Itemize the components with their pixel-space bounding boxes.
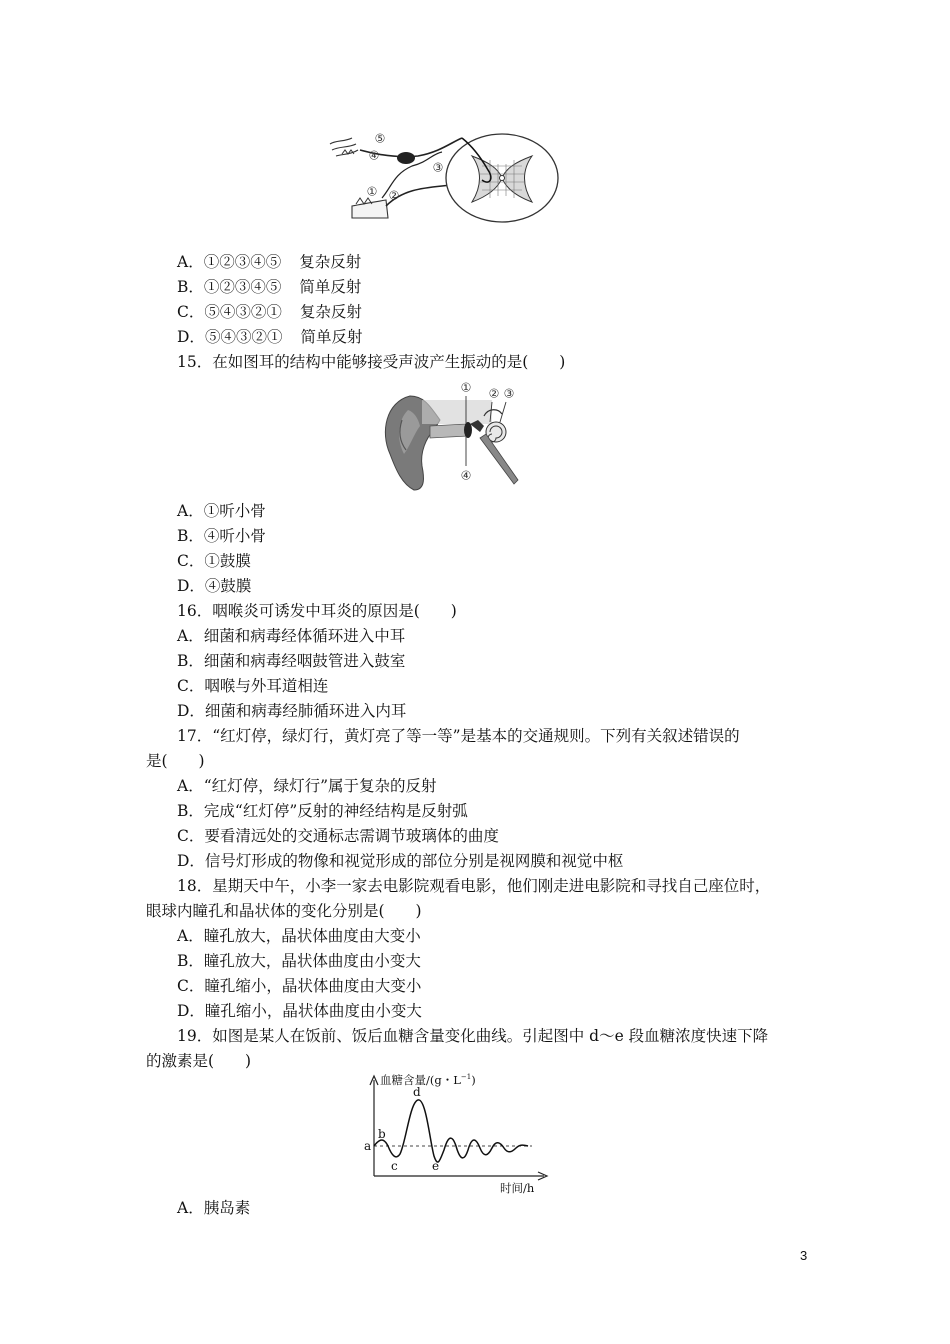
point-label-d: d [413, 1085, 421, 1099]
q15-option-d: D．④鼓膜 [177, 577, 252, 595]
q19-stem-line2: 的激素是( ) [146, 1052, 252, 1070]
ear-label-1: ① [460, 380, 472, 395]
point-label-b: b [378, 1127, 386, 1141]
q17-option-b: B．完成“红灯停”反射的神经结构是反射弧 [177, 802, 468, 820]
point-label-e: e [432, 1159, 440, 1173]
q14-option-c: C．⑤④③②① 复杂反射 [177, 303, 362, 321]
q17-stem-line1: 17．“红灯停，绿灯行，黄灯亮了等一等”是基本的交通规则。下列有关叙述错误的 [177, 727, 740, 745]
ear-label-3: ③ [503, 386, 515, 401]
q18-stem-line2: 眼球内瞳孔和晶状体的变化分别是( ) [146, 902, 422, 920]
q18-option-a: A．瞳孔放大，晶状体曲度由大变小 [177, 927, 421, 945]
reflex-arc-figure [322, 126, 562, 224]
reflex-label-2: ② [388, 188, 400, 203]
reflex-label-4: ④ [368, 148, 380, 163]
q17-option-c: C．要看清远处的交通标志需调节玻璃体的曲度 [177, 827, 499, 845]
page-number: 3 [800, 1248, 808, 1263]
q19-stem-line1: 19．如图是某人在饭前、饭后血糖含量变化曲线。引起图中 d～e 段血糖浓度快速下降 [177, 1027, 769, 1045]
q15-stem: 15．在如图耳的结构中能够接受声波产生振动的是( ) [177, 353, 566, 371]
q18-option-b: B．瞳孔放大，晶状体曲度由小变大 [177, 952, 421, 970]
q14-option-a: A．①②③④⑤ 复杂反射 [177, 253, 362, 271]
q14-option-b: B．①②③④⑤ 简单反射 [177, 278, 362, 296]
q17-stem-line2: 是( ) [146, 752, 205, 770]
ear-structure-figure [380, 380, 530, 492]
q18-stem-line1: 18．星期天中午，小李一家去电影院观看电影，他们刚走进电影院和寻找自己座位时， [177, 877, 771, 895]
q15-option-a: A．①听小骨 [177, 502, 266, 520]
reflex-label-5: ⑤ [374, 131, 386, 146]
point-label-a: a [364, 1139, 372, 1153]
q15-option-c: C．①鼓膜 [177, 552, 251, 570]
q15-option-b: B．④听小骨 [177, 527, 266, 545]
q16-option-a: A．细菌和病毒经体循环进入中耳 [177, 627, 406, 645]
blood-glucose-chart [360, 1072, 560, 1198]
ear-label-4: ④ [460, 468, 472, 483]
reflex-label-3: ③ [432, 160, 444, 175]
point-label-c: c [391, 1159, 398, 1173]
q17-option-a: A．“红灯停，绿灯行”属于复杂的反射 [177, 777, 437, 795]
q16-option-c: C．咽喉与外耳道相连 [177, 677, 329, 695]
glucose-series-line [374, 1100, 528, 1162]
y-axis-title: 血糖含量/(g・$L^{-1}$) [380, 1073, 476, 1087]
q18-option-d: D．瞳孔缩小，晶状体曲度由小变大 [177, 1002, 422, 1020]
q14-option-d: D．⑤④③②① 简单反射 [177, 328, 363, 346]
q19-option-a: A．胰岛素 [177, 1199, 251, 1217]
x-axis-title: 时间/h [500, 1181, 535, 1195]
q17-option-d: D．信号灯形成的物像和视觉形成的部位分别是视网膜和视觉中枢 [177, 852, 624, 870]
ear-label-2: ② [488, 386, 500, 401]
q16-option-b: B．细菌和病毒经咽鼓管进入鼓室 [177, 652, 406, 670]
q16-option-d: D．细菌和病毒经肺循环进入内耳 [177, 702, 407, 720]
q18-option-c: C．瞳孔缩小，晶状体曲度由大变小 [177, 977, 422, 995]
q16-stem: 16．咽喉炎可诱发中耳炎的原因是( ) [177, 602, 457, 620]
reflex-label-1: ① [366, 184, 378, 199]
